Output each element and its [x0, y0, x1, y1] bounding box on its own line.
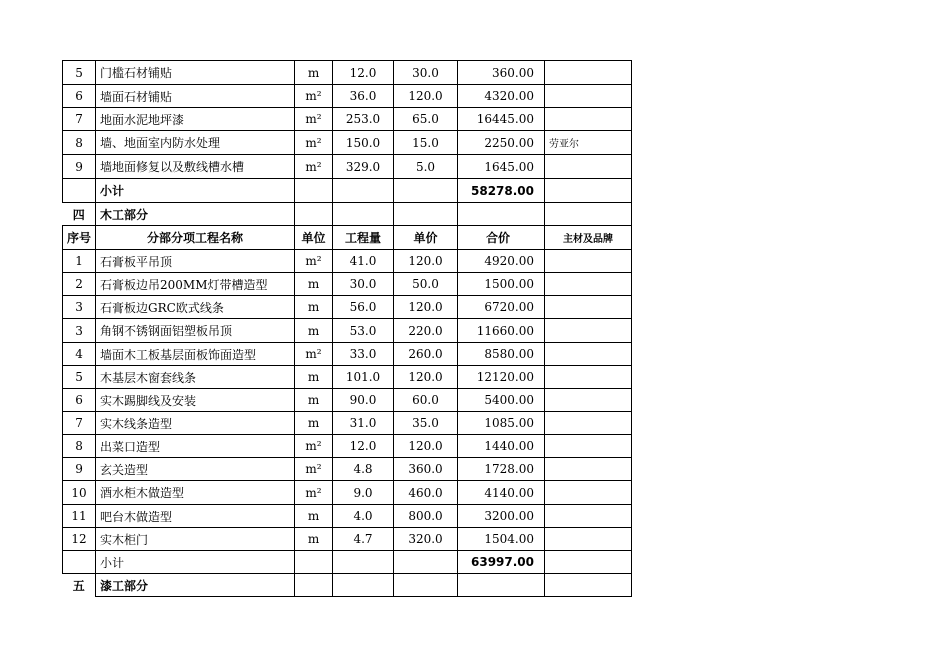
cell-qty: 41.0 — [333, 250, 394, 273]
cell-brand — [545, 61, 632, 85]
cell-total: 4140.00 — [458, 481, 545, 505]
table-row — [63, 412, 632, 435]
cell-qty: 90.0 — [333, 389, 394, 412]
cell-total: 360.00 — [458, 61, 545, 85]
cell-brand — [545, 203, 632, 226]
header-brand: 主材及品牌 — [545, 226, 632, 250]
cell-brand: 劳亚尔 — [545, 131, 632, 155]
cell-no: 5 — [63, 366, 96, 389]
cell-no: 7 — [63, 108, 96, 131]
cell-unit: m² — [295, 85, 333, 108]
cell-name: 实木线条造型 — [96, 412, 295, 435]
cell-price: 120.0 — [394, 366, 458, 389]
table-row — [63, 155, 632, 179]
table-row — [63, 131, 632, 155]
header-name: 分部分项工程名称 — [96, 226, 295, 250]
cell-unit: m² — [295, 481, 333, 505]
cell-total — [458, 574, 545, 597]
cell-qty: 53.0 — [333, 319, 394, 343]
cell-unit: m² — [295, 458, 333, 481]
cell-unit: m² — [295, 250, 333, 273]
cell-price — [394, 203, 458, 226]
cell-price: 120.0 — [394, 85, 458, 108]
cell-no: 8 — [63, 435, 96, 458]
quote-table — [62, 60, 632, 597]
cell-qty: 12.0 — [333, 435, 394, 458]
cell-total: 11660.00 — [458, 319, 545, 343]
cell-brand — [545, 250, 632, 273]
cell-qty: 9.0 — [333, 481, 394, 505]
table-row — [63, 481, 632, 505]
cell-qty — [333, 179, 394, 203]
cell-brand — [545, 574, 632, 597]
cell-no: 11 — [63, 505, 96, 528]
cell-total: 2250.00 — [458, 131, 545, 155]
cell-price: 30.0 — [394, 61, 458, 85]
table-row — [63, 250, 632, 273]
cell-brand — [545, 551, 632, 574]
cell-price: 60.0 — [394, 389, 458, 412]
cell-name: 木基层木窗套线条 — [96, 366, 295, 389]
cell-brand — [545, 85, 632, 108]
cell-price: 15.0 — [394, 131, 458, 155]
cell-unit: m — [295, 366, 333, 389]
cell-price — [394, 179, 458, 203]
cell-price: 460.0 — [394, 481, 458, 505]
cell-no: 7 — [63, 412, 96, 435]
cell-price: 65.0 — [394, 108, 458, 131]
table-row — [63, 85, 632, 108]
table-row — [63, 528, 632, 551]
cell-unit — [295, 551, 333, 574]
subtotal-row — [63, 551, 632, 574]
cell-no: 6 — [63, 389, 96, 412]
cell-qty: 253.0 — [333, 108, 394, 131]
cell-qty: 33.0 — [333, 343, 394, 366]
cell-name: 酒水柜木做造型 — [96, 481, 295, 505]
cell-no: 3 — [63, 296, 96, 319]
section-row — [63, 574, 632, 597]
cell-price: 360.0 — [394, 458, 458, 481]
cell-no: 12 — [63, 528, 96, 551]
cell-name: 角钢不锈钢面铝塑板吊顶 — [96, 319, 295, 343]
cell-brand — [545, 366, 632, 389]
cell-price: 5.0 — [394, 155, 458, 179]
cell-qty: 150.0 — [333, 131, 394, 155]
cell-unit: m² — [295, 131, 333, 155]
cell-unit: m — [295, 61, 333, 85]
table-row — [63, 61, 632, 85]
cell-name: 墙面木工板基层面板饰面造型 — [96, 343, 295, 366]
header-price: 单价 — [394, 226, 458, 250]
section-row — [63, 203, 632, 226]
cell-name: 墙面石材铺贴 — [96, 85, 295, 108]
cell-no: 10 — [63, 481, 96, 505]
cell-qty: 4.8 — [333, 458, 394, 481]
cell-total: 5400.00 — [458, 389, 545, 412]
cell-qty: 56.0 — [333, 296, 394, 319]
cell-total: 1440.00 — [458, 435, 545, 458]
cell-unit — [295, 179, 333, 203]
cell-qty: 329.0 — [333, 155, 394, 179]
cell-brand — [545, 389, 632, 412]
cell-brand — [545, 108, 632, 131]
cell-brand — [545, 155, 632, 179]
cell-price: 220.0 — [394, 319, 458, 343]
cell-brand — [545, 458, 632, 481]
cell-qty: 12.0 — [333, 61, 394, 85]
cell-qty: 36.0 — [333, 85, 394, 108]
subtotal-label: 小计 — [96, 551, 295, 574]
cell-unit: m — [295, 528, 333, 551]
subtotal-row — [63, 179, 632, 203]
cell-no: 8 — [63, 131, 96, 155]
cell-total: 1645.00 — [458, 155, 545, 179]
cell-total: 4920.00 — [458, 250, 545, 273]
cell-total: 3200.00 — [458, 505, 545, 528]
cell-qty: 101.0 — [333, 366, 394, 389]
cell-unit: m — [295, 296, 333, 319]
header-unit: 单位 — [295, 226, 333, 250]
cell-no — [63, 179, 96, 203]
table-row — [63, 458, 632, 481]
cell-price: 35.0 — [394, 412, 458, 435]
header-no: 序号 — [63, 226, 96, 250]
cell-no: 6 — [63, 85, 96, 108]
table-row — [63, 435, 632, 458]
cell-qty — [333, 551, 394, 574]
cell-qty: 30.0 — [333, 273, 394, 296]
cell-qty: 31.0 — [333, 412, 394, 435]
cell-brand — [545, 319, 632, 343]
header-qty: 工程量 — [333, 226, 394, 250]
cell-unit: m — [295, 273, 333, 296]
cell-name: 墙地面修复以及敷线槽水槽 — [96, 155, 295, 179]
cell-name: 墙、地面室内防水处理 — [96, 131, 295, 155]
cell-total: 12120.00 — [458, 366, 545, 389]
cell-unit: m² — [295, 108, 333, 131]
cell-name: 玄关造型 — [96, 458, 295, 481]
table-row — [63, 389, 632, 412]
cell-unit: m² — [295, 435, 333, 458]
cell-name: 实木柜门 — [96, 528, 295, 551]
table-row — [63, 343, 632, 366]
cell-brand — [545, 481, 632, 505]
table-row — [63, 505, 632, 528]
cell-total: 8580.00 — [458, 343, 545, 366]
cell-no: 9 — [63, 458, 96, 481]
cell-total: 6720.00 — [458, 296, 545, 319]
cell-brand — [545, 412, 632, 435]
cell-price: 120.0 — [394, 296, 458, 319]
cell-total: 1085.00 — [458, 412, 545, 435]
header-total: 合价 — [458, 226, 545, 250]
cell-qty — [333, 203, 394, 226]
cell-unit: m² — [295, 343, 333, 366]
table-row — [63, 319, 632, 343]
cell-name: 吧台木做造型 — [96, 505, 295, 528]
cell-unit — [295, 203, 333, 226]
cell-name: 地面水泥地坪漆 — [96, 108, 295, 131]
cell-no — [63, 551, 96, 574]
cell-price: 120.0 — [394, 435, 458, 458]
cell-unit: m — [295, 505, 333, 528]
cell-unit: m — [295, 412, 333, 435]
cell-price — [394, 574, 458, 597]
cell-no: 1 — [63, 250, 96, 273]
cell-brand — [545, 343, 632, 366]
cell-price — [394, 551, 458, 574]
cell-qty — [333, 574, 394, 597]
cell-total: 4320.00 — [458, 85, 545, 108]
cell-price: 320.0 — [394, 528, 458, 551]
cell-price: 120.0 — [394, 250, 458, 273]
cell-name: 门槛石材铺贴 — [96, 61, 295, 85]
cell-unit: m² — [295, 155, 333, 179]
cell-no: 2 — [63, 273, 96, 296]
cell-brand — [545, 296, 632, 319]
header-row — [63, 226, 632, 250]
subtotal-value: 63997.00 — [458, 551, 545, 574]
cell-price: 50.0 — [394, 273, 458, 296]
cell-total — [458, 203, 545, 226]
cell-name: 石膏板边吊200MM灯带槽造型 — [96, 273, 295, 296]
cell-unit: m — [295, 319, 333, 343]
cell-brand — [545, 528, 632, 551]
cell-brand — [545, 505, 632, 528]
cell-brand — [545, 179, 632, 203]
section-title: 木工部分 — [96, 203, 295, 226]
cell-total: 16445.00 — [458, 108, 545, 131]
subtotal-value: 58278.00 — [458, 179, 545, 203]
cell-no: 9 — [63, 155, 96, 179]
section-number: 四 — [63, 203, 96, 226]
cell-price: 800.0 — [394, 505, 458, 528]
cell-brand — [545, 273, 632, 296]
table-row — [63, 366, 632, 389]
cell-total: 1504.00 — [458, 528, 545, 551]
table-row — [63, 296, 632, 319]
cell-qty: 4.7 — [333, 528, 394, 551]
cell-price: 260.0 — [394, 343, 458, 366]
table-row — [63, 108, 632, 131]
cell-unit — [295, 574, 333, 597]
subtotal-label: 小计 — [96, 179, 295, 203]
cell-no: 3 — [63, 319, 96, 343]
cell-unit: m — [295, 389, 333, 412]
cell-name: 实木踢脚线及安装 — [96, 389, 295, 412]
quote-table-body — [63, 61, 632, 597]
cell-no: 5 — [63, 61, 96, 85]
cell-name: 出菜口造型 — [96, 435, 295, 458]
cell-total: 1728.00 — [458, 458, 545, 481]
cell-name: 石膏板平吊顶 — [96, 250, 295, 273]
cell-total: 1500.00 — [458, 273, 545, 296]
cell-no: 4 — [63, 343, 96, 366]
table-row — [63, 273, 632, 296]
cell-name: 石膏板边GRC欧式线条 — [96, 296, 295, 319]
section-title: 漆工部分 — [96, 574, 295, 597]
section-number: 五 — [63, 574, 96, 597]
cell-brand — [545, 435, 632, 458]
cell-qty: 4.0 — [333, 505, 394, 528]
